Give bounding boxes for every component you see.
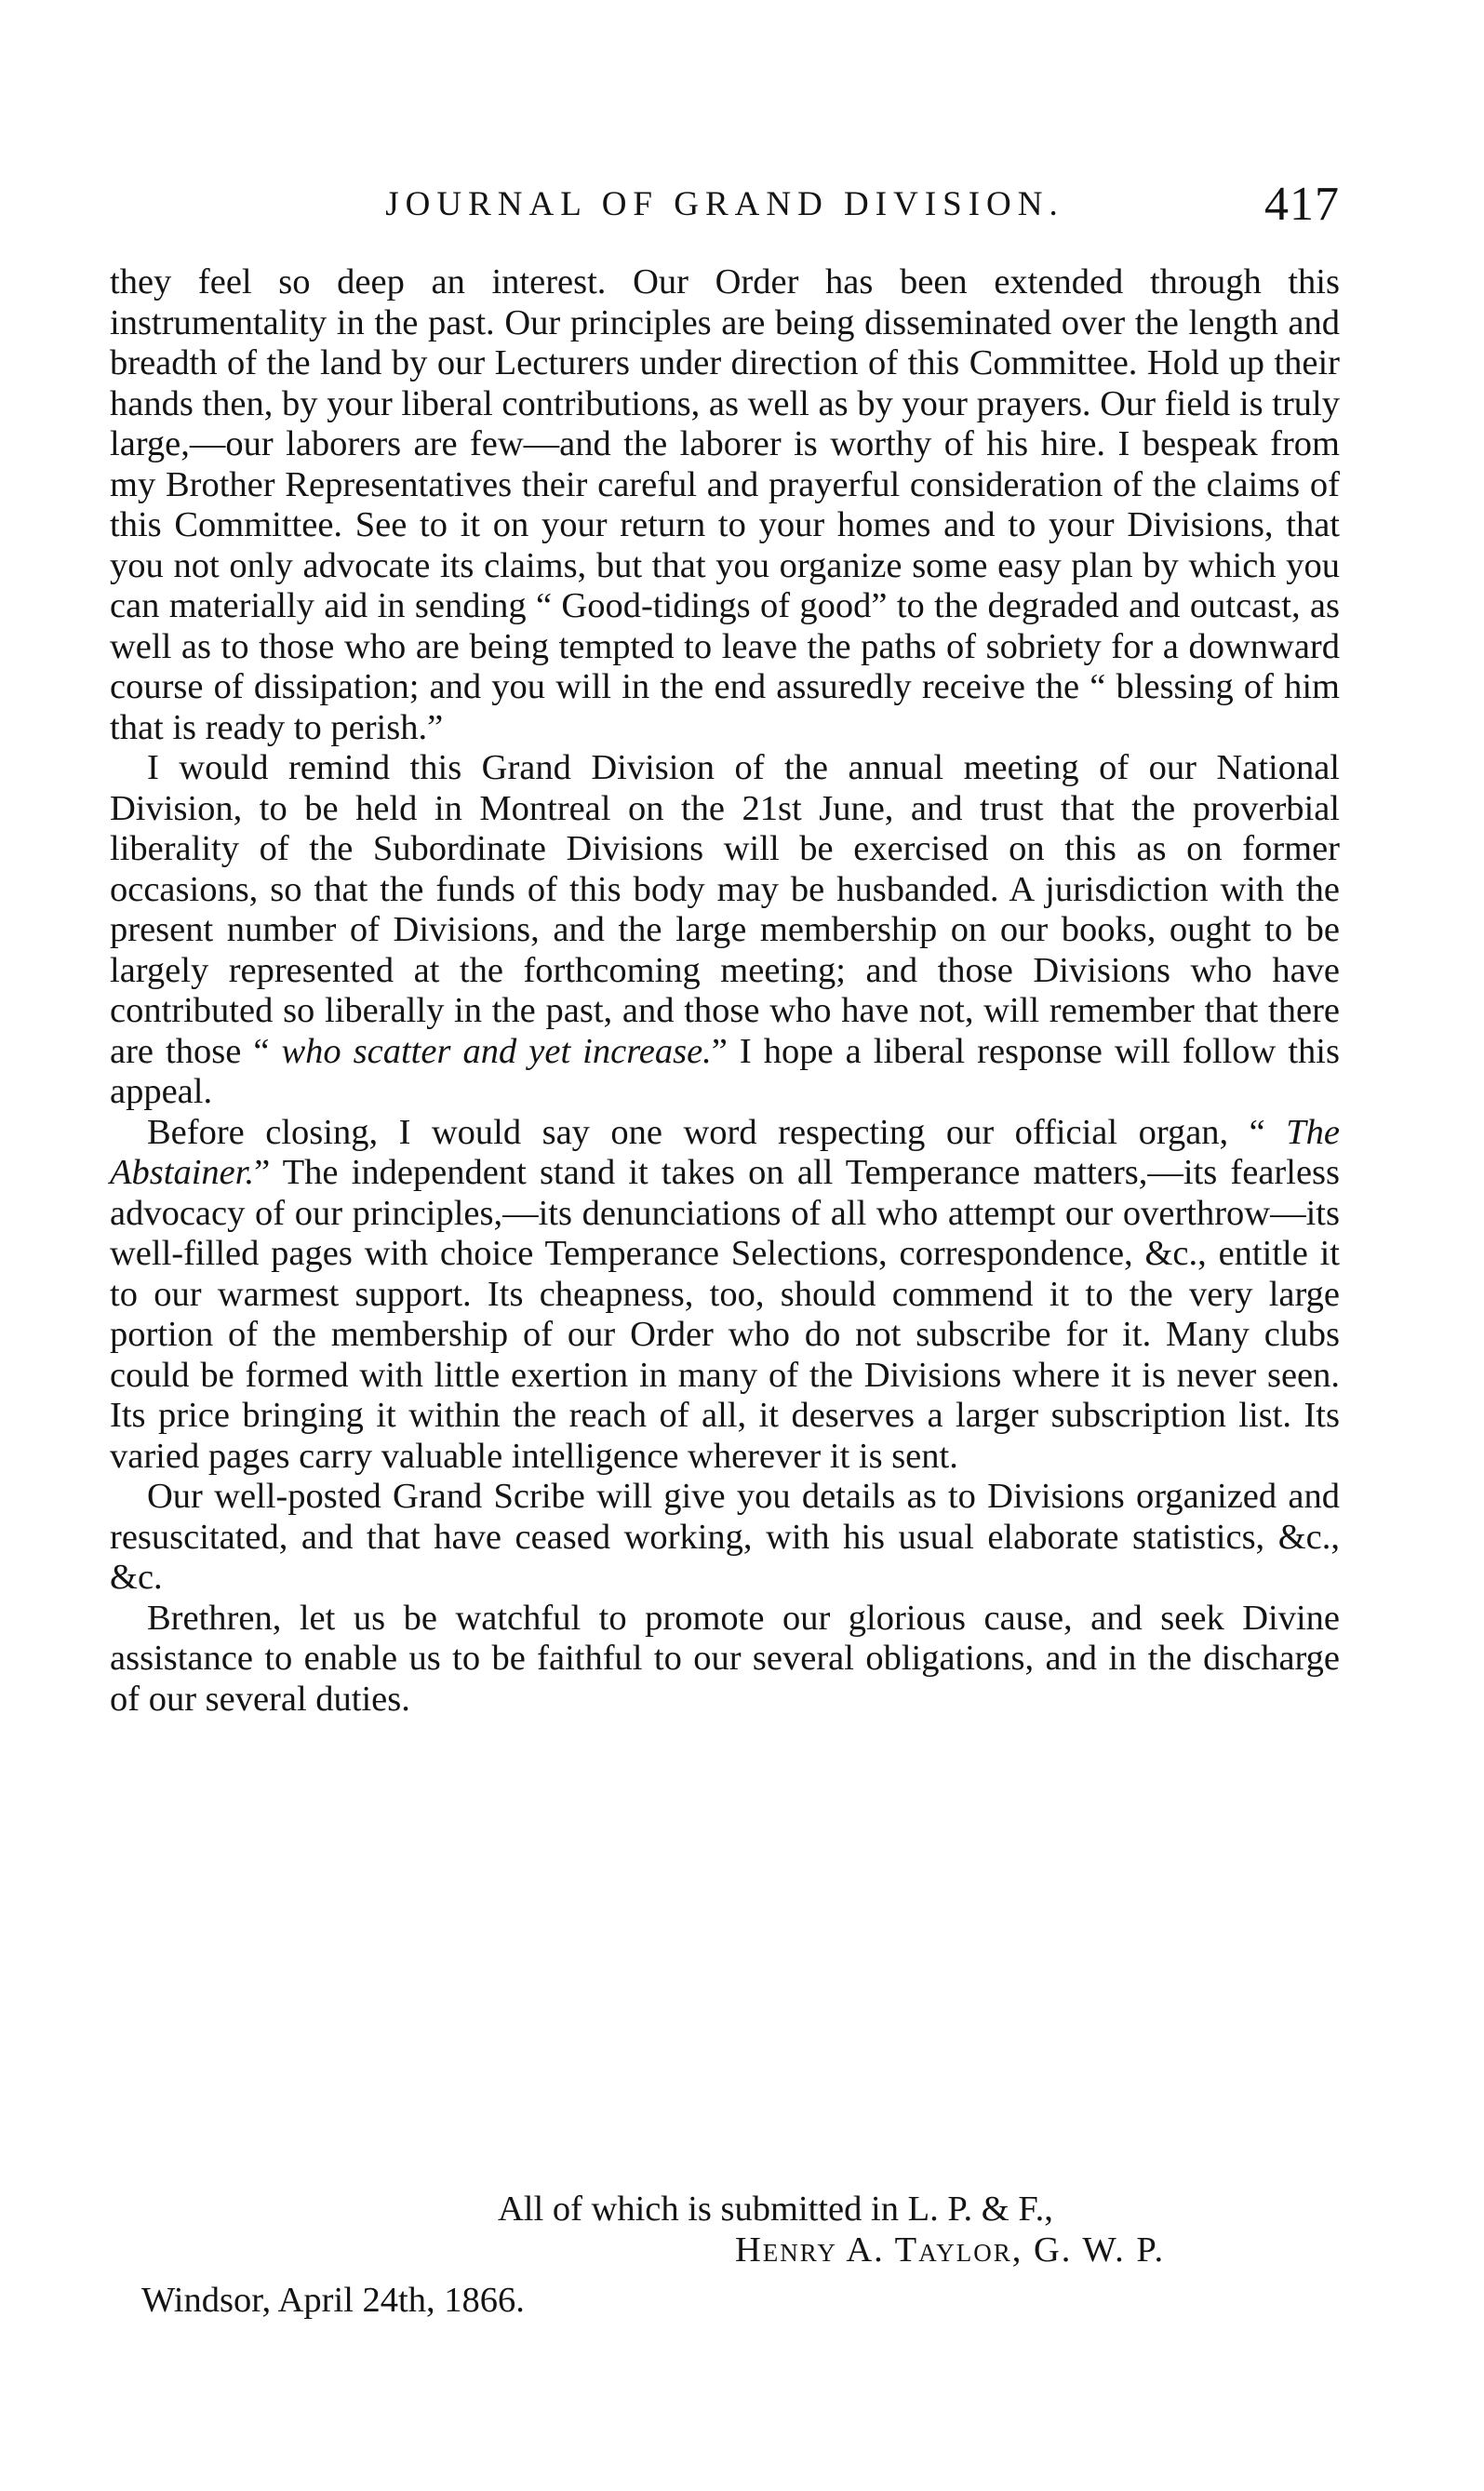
- paragraph-2-quote: who scatter and yet increase.: [281, 1031, 712, 1071]
- running-head: JOURNAL OF GRAND DIVISION.: [385, 185, 1064, 223]
- paragraph-1: [110, 262, 1340, 748]
- paragraph-3: [110, 1113, 1340, 1478]
- paragraph-2: [110, 748, 1340, 1113]
- signature: Henry A. Taylor, G. W. P.: [735, 2230, 1166, 2270]
- paragraph-1-text: they feel so deep an interest. Our Order has been extended through this instrumentality in the past. Our principles are being disseminated over the length and breadth of the land by our Lecturers under direction of this Committee. Hold up their hands then, by your liberal contributions, as well as by your prayers. Our field is truly large,—our laborers are few—and the laborer is worthy of his hire. I bespeak from my Brother Representatives their careful and prayerful consideration of the claims of this Committee. See to it on your return to your homes and to your Divisions, that you not only advocate its claims, but that you organize some easy plan by which you can materially aid in sending “ Good-tidings of good” to the degraded and outcast, as well as to those who are being tempted to leave the paths of sobriety for a downward course of dissipation; and you will in the end assuredly receive the “ blessing of him that is ready to perish.”: [110, 262, 1340, 747]
- page-header: [110, 177, 1340, 244]
- paragraph-3-text-end: ” The independent stand it takes on all Temperance matters,—its fearless advocacy of our principles,—its denunciations of all who attempt our overthrow—its well-filled pages with choice Temperance Selections, correspondence, &c., entitle it to our warmest support. Its cheapness, too, should commend it to the very large portion of the membership of our Order who do not subscribe for it. Many clubs could be formed with little exertion in many of the Divisions where it is never seen. Its price bringing it within the reach of all, it deserves a larger subscription list. Its varied pages carry valuable intelligence wherever it is sent.: [110, 1153, 1340, 1476]
- paragraph-4: [110, 1477, 1340, 1599]
- dateline: Windsor, April 24th, 1866.: [141, 2281, 525, 2320]
- paragraph-2-text-end: ” I hope a liberal response will follow this appeal.: [110, 1031, 1340, 1111]
- paragraph-3-text: Before closing, I would say one word respecting our official organ, “: [147, 1112, 1287, 1152]
- submission-line: All of which is submitted in L. P. & F.,: [498, 2190, 1053, 2229]
- paragraph-3-title: The Abstainer.: [110, 1112, 1340, 1192]
- paragraph-5-text: Brethren, let us be watchful to promote our glorious cause, and seek Divine assistance to enable us to be faithful to our several obligations, and in the discharge of our several duties.: [110, 1598, 1340, 1719]
- page-number: 417: [1264, 178, 1340, 231]
- paragraph-4-text: Our well-posted Grand Scribe will give you details as to Divisions organized and resuscitated, and that have ceased working, with his usual elaborate statistics, &c., &c.: [110, 1477, 1340, 1597]
- body-text: [110, 262, 1340, 1720]
- paragraph-2-text: I would remind this Grand Division of the annual meeting of our National Division, to be held in Montreal on the 21st June, and trust that the proverbial liberality of the Subordinate Divisions will be exercised on this as on former occasions, so that the funds of this body may be husbanded. A jurisdiction with the present number of Divisions, and the large membership on our books, ought to be largely represented at the forthcoming meeting; and those Divisions who have contributed so liberally in the past, and those who have not, will remember that there are those “: [110, 748, 1340, 1071]
- paragraph-5: [110, 1599, 1340, 1721]
